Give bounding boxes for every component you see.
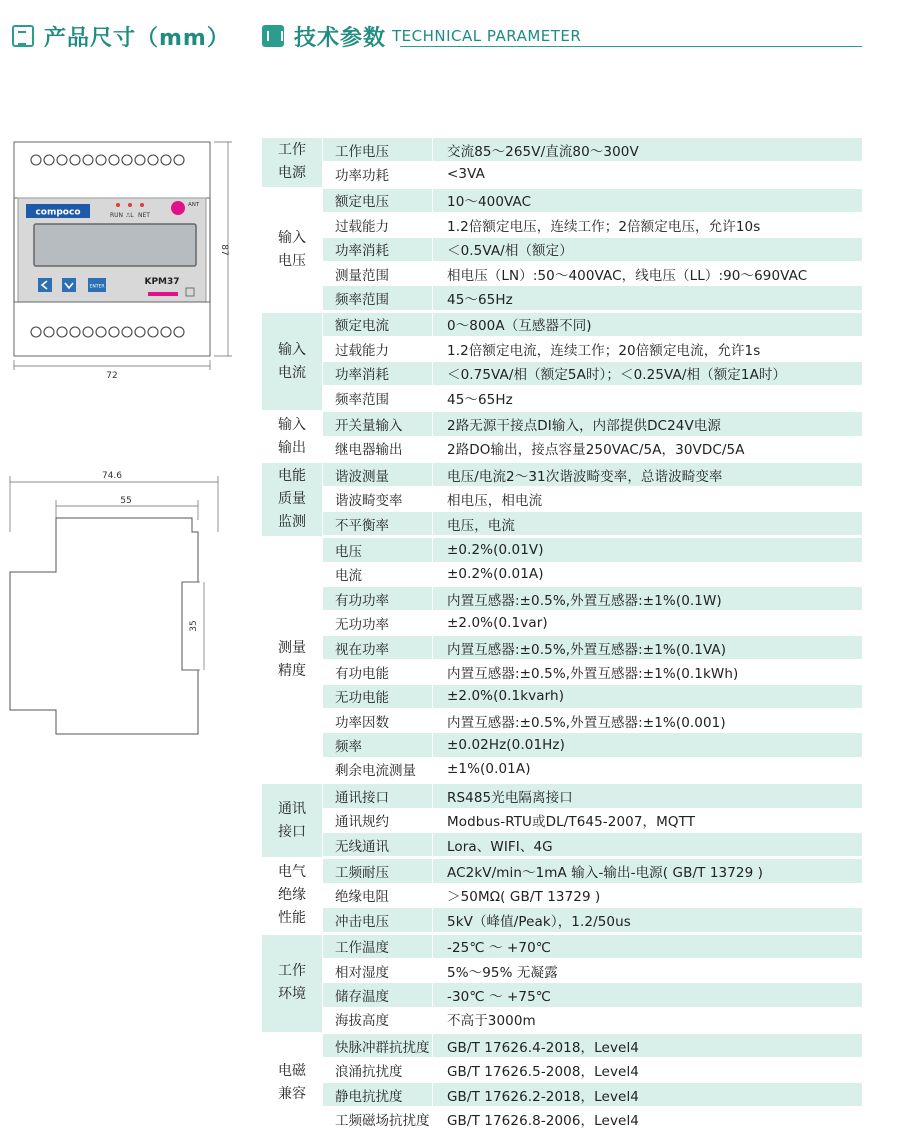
group-label: 输入 电流 (262, 313, 323, 411)
table-row (323, 859, 862, 883)
param-value: 内置互感器:±0.5%,外置互感器:±1%(0.001) (447, 714, 726, 731)
down-button (62, 278, 76, 292)
document-icon (12, 25, 34, 47)
param-group (262, 138, 862, 189)
header-rule (400, 46, 862, 47)
param-group (262, 859, 862, 934)
param-group (262, 189, 862, 313)
table-row (323, 809, 862, 833)
table-row (323, 412, 862, 436)
param-name: 无功功率 (323, 611, 433, 634)
param-value: 45～65Hz (447, 292, 513, 309)
param-name: 无功电能 (323, 685, 433, 708)
param-value: 5%～95% 无凝露 (447, 964, 558, 981)
model-label: KPM37 (144, 277, 180, 287)
lcd-screen (34, 224, 196, 266)
table-row (323, 884, 862, 908)
table-row (323, 1034, 862, 1058)
table-row (323, 138, 862, 162)
dimension-drawing (0, 120, 250, 740)
left-button (38, 278, 52, 292)
dimension-title: 产品尺寸（mm） (44, 25, 230, 51)
table-row (323, 238, 862, 262)
table-row (323, 709, 862, 733)
enter-label: ENTER (89, 284, 105, 290)
param-value: 内置互感器:±0.5%,外置互感器:±1%(0.1W) (447, 592, 722, 609)
param-name: 剩余电流测量 (323, 758, 433, 781)
table-row (323, 262, 862, 286)
param-name: 通讯规约 (323, 809, 433, 832)
led-pulse (128, 203, 132, 207)
led-net (140, 203, 144, 207)
param-name: 谐波测量 (323, 463, 433, 486)
table-row (323, 313, 862, 337)
table-row (323, 959, 862, 983)
param-name: 谐波畸变率 (323, 487, 433, 510)
table-row (323, 213, 862, 237)
led-run (116, 203, 120, 207)
param-group (262, 1034, 862, 1134)
param-group (262, 784, 862, 859)
table-row (323, 611, 862, 635)
param-value: 相电压（LN）:50～400VAC，线电压（LL）:90～690VAC (447, 267, 808, 284)
param-value: 2路无源干接点DI输入，内部提供DC24V电源 (447, 417, 721, 434)
parameter-title: 技术参数 (294, 25, 387, 51)
param-name: 不平衡率 (323, 512, 433, 535)
param-value: GB/T 17626.5-2008，Level4 (447, 1064, 639, 1081)
side-view-outline (10, 518, 198, 734)
param-name: 电流 (323, 563, 433, 586)
table-row (323, 636, 862, 660)
param-name: 视在功率 (323, 636, 433, 659)
table-row (323, 362, 862, 386)
param-name: 频率范围 (323, 386, 433, 409)
param-value: -25℃ ～ +70℃ (447, 940, 552, 957)
table-row (323, 935, 862, 959)
param-name: 浪涌抗扰度 (323, 1058, 433, 1081)
table-row (323, 189, 862, 213)
param-name: 额定电流 (323, 313, 433, 336)
param-name: 相对湿度 (323, 959, 433, 982)
group-label: 测量 精度 (262, 538, 323, 782)
param-value: ±0.02Hz(0.01Hz) (447, 737, 565, 754)
param-value: ＜0.75VA/相（额定5A时）；＜0.25VA/相（额定1A时） (447, 367, 787, 384)
top-terminals (31, 155, 184, 165)
param-value: 内置互感器:±0.5%,外置互感器:±1%(0.1kWh) (447, 665, 739, 682)
group-label: 工作 电源 (262, 138, 323, 187)
param-value: 5kV（峰值/Peak），1.2/50us (447, 913, 631, 930)
param-name: 额定电压 (323, 189, 433, 212)
param-value: RS485光电隔离接口 (447, 789, 573, 806)
parameter-subtitle: TECHNICAL PARAMETER (392, 27, 582, 45)
param-value: 1.2倍额定电压，连续工作；2倍额定电压，允许10s (447, 218, 761, 235)
param-name: 功率因数 (323, 709, 433, 732)
param-value: ＞50MΩ( GB/T 13729 ) (447, 889, 601, 906)
param-value: GB/T 17626.8-2006，Level4 (447, 1112, 639, 1129)
param-value: ±2.0%(0.1kvarh) (447, 688, 565, 705)
parameter-icon (262, 25, 284, 47)
dim-height: 87 (219, 244, 229, 256)
param-name: 过载能力 (323, 337, 433, 360)
antenna-port (171, 201, 185, 215)
group-label: 输入 输出 (262, 412, 323, 461)
param-name: 有功功率 (323, 587, 433, 610)
param-value: ±1%(0.01A) (447, 761, 531, 778)
param-value: Modbus-RTU或DL/T645-2007，MQTT (447, 814, 696, 831)
param-name: 有功电能 (323, 660, 433, 683)
brand-text: compoco (35, 207, 81, 218)
param-name: 开关量输入 (323, 412, 433, 435)
param-group (262, 538, 862, 784)
param-group (262, 412, 862, 463)
dim-side-rail: 35 (189, 620, 199, 632)
table-row (323, 563, 862, 587)
param-value: Lora、WIFI、4G (447, 838, 553, 855)
table-row (323, 733, 862, 757)
led-label-pulse: ⎍L (126, 212, 134, 219)
param-value: ＜0.5VA/相（额定） (447, 243, 573, 260)
table-row (323, 758, 862, 782)
table-row (323, 833, 862, 857)
param-name: 绝缘电阻 (323, 884, 433, 907)
table-row (323, 162, 862, 186)
param-name: 工频磁场抗扰度 (323, 1107, 433, 1130)
param-value: 交流85～265V/直流80～300V (447, 143, 639, 160)
param-name: 储存温度 (323, 983, 433, 1006)
table-row (323, 512, 862, 536)
param-name: 工作电压 (323, 138, 433, 161)
led-label-net: NET (138, 212, 150, 219)
table-row (323, 908, 862, 932)
param-value: 45～65Hz (447, 391, 513, 408)
parameter-table (262, 138, 862, 1134)
table-row (323, 1107, 862, 1131)
table-row (323, 538, 862, 562)
param-name: 频率 (323, 733, 433, 756)
param-name: 快脉冲群抗扰度 (323, 1034, 433, 1057)
param-name: 冲击电压 (323, 908, 433, 931)
param-group (262, 313, 862, 413)
table-row (323, 685, 862, 709)
table-row (323, 286, 862, 310)
ant-label: ANT (188, 202, 200, 208)
dim-side-total: 74.6 (101, 471, 123, 481)
param-value: 10～400VAC (447, 194, 532, 211)
param-value: 2路DO输出，接点容量250VAC/5A，30VDC/5A (447, 442, 745, 459)
group-label: 电磁 兼容 (262, 1034, 323, 1132)
group-label: 输入 电压 (262, 189, 323, 311)
param-group (262, 935, 862, 1035)
param-value: 相电压，相电流 (447, 493, 543, 510)
dimension-section-header (12, 18, 230, 54)
param-name: 无线通讯 (323, 833, 433, 856)
param-value: <3VA (447, 166, 485, 183)
table-row (323, 983, 862, 1007)
table-row (323, 1058, 862, 1082)
model-bar (148, 292, 178, 296)
param-name: 频率范围 (323, 286, 433, 309)
table-row (323, 337, 862, 361)
param-name: 工作温度 (323, 935, 433, 958)
table-row (323, 386, 862, 410)
param-value: 不高于3000m (447, 1013, 536, 1030)
table-row (323, 1083, 862, 1107)
dim-side-body: 55 (120, 496, 132, 506)
table-row (323, 784, 862, 808)
param-value: 内置互感器:±0.5%,外置互感器:±1%(0.1VA) (447, 641, 727, 658)
param-value: 1.2倍额定电流，连续工作；20倍额定电流，允许1s (447, 342, 761, 359)
table-row (323, 437, 862, 461)
bottom-terminals (31, 327, 184, 337)
param-name: 功率消耗 (323, 238, 433, 261)
param-value: ±0.2%(0.01A) (447, 566, 544, 583)
param-value: AC2kV/min～1mA 输入-输出-电源( GB/T 13729 ) (447, 865, 764, 882)
param-value: 电压，电流 (447, 517, 515, 534)
param-name: 静电抗扰度 (323, 1083, 433, 1106)
param-name: 测量范围 (323, 262, 433, 285)
param-value: GB/T 17626.2-2018，Level4 (447, 1088, 639, 1105)
table-row (323, 1008, 862, 1032)
param-name: 通讯接口 (323, 784, 433, 807)
param-value: 0～800A（互感器不同) (447, 318, 592, 335)
group-label: 电气 绝缘 性能 (262, 859, 323, 932)
param-value: -30℃ ～ +75℃ (447, 988, 552, 1005)
param-value: GB/T 17626.4-2018，Level4 (447, 1039, 639, 1056)
param-name: 功率消耗 (323, 362, 433, 385)
param-name: 功率功耗 (323, 162, 433, 185)
param-name: 海拔高度 (323, 1008, 433, 1031)
param-value: 电压/电流2～31次谐波畸变率，总谐波畸变率 (447, 468, 723, 485)
led-label-run: RUN (110, 212, 124, 219)
parameter-section-header (262, 18, 581, 54)
table-row (323, 463, 862, 487)
dim-width: 72 (106, 371, 118, 381)
param-value: ±2.0%(0.1var) (447, 615, 548, 632)
group-label: 工作 环境 (262, 935, 323, 1033)
table-row (323, 660, 862, 684)
param-name: 继电器输出 (323, 437, 433, 460)
param-value: ±0.2%(0.01V) (447, 541, 544, 558)
param-group (262, 463, 862, 538)
group-label: 通讯 接口 (262, 784, 323, 857)
param-name: 过载能力 (323, 213, 433, 236)
table-row (323, 587, 862, 611)
group-label: 电能 质量 监测 (262, 463, 323, 536)
table-row (323, 487, 862, 511)
param-name: 工频耐压 (323, 859, 433, 882)
param-name: 电压 (323, 538, 433, 561)
